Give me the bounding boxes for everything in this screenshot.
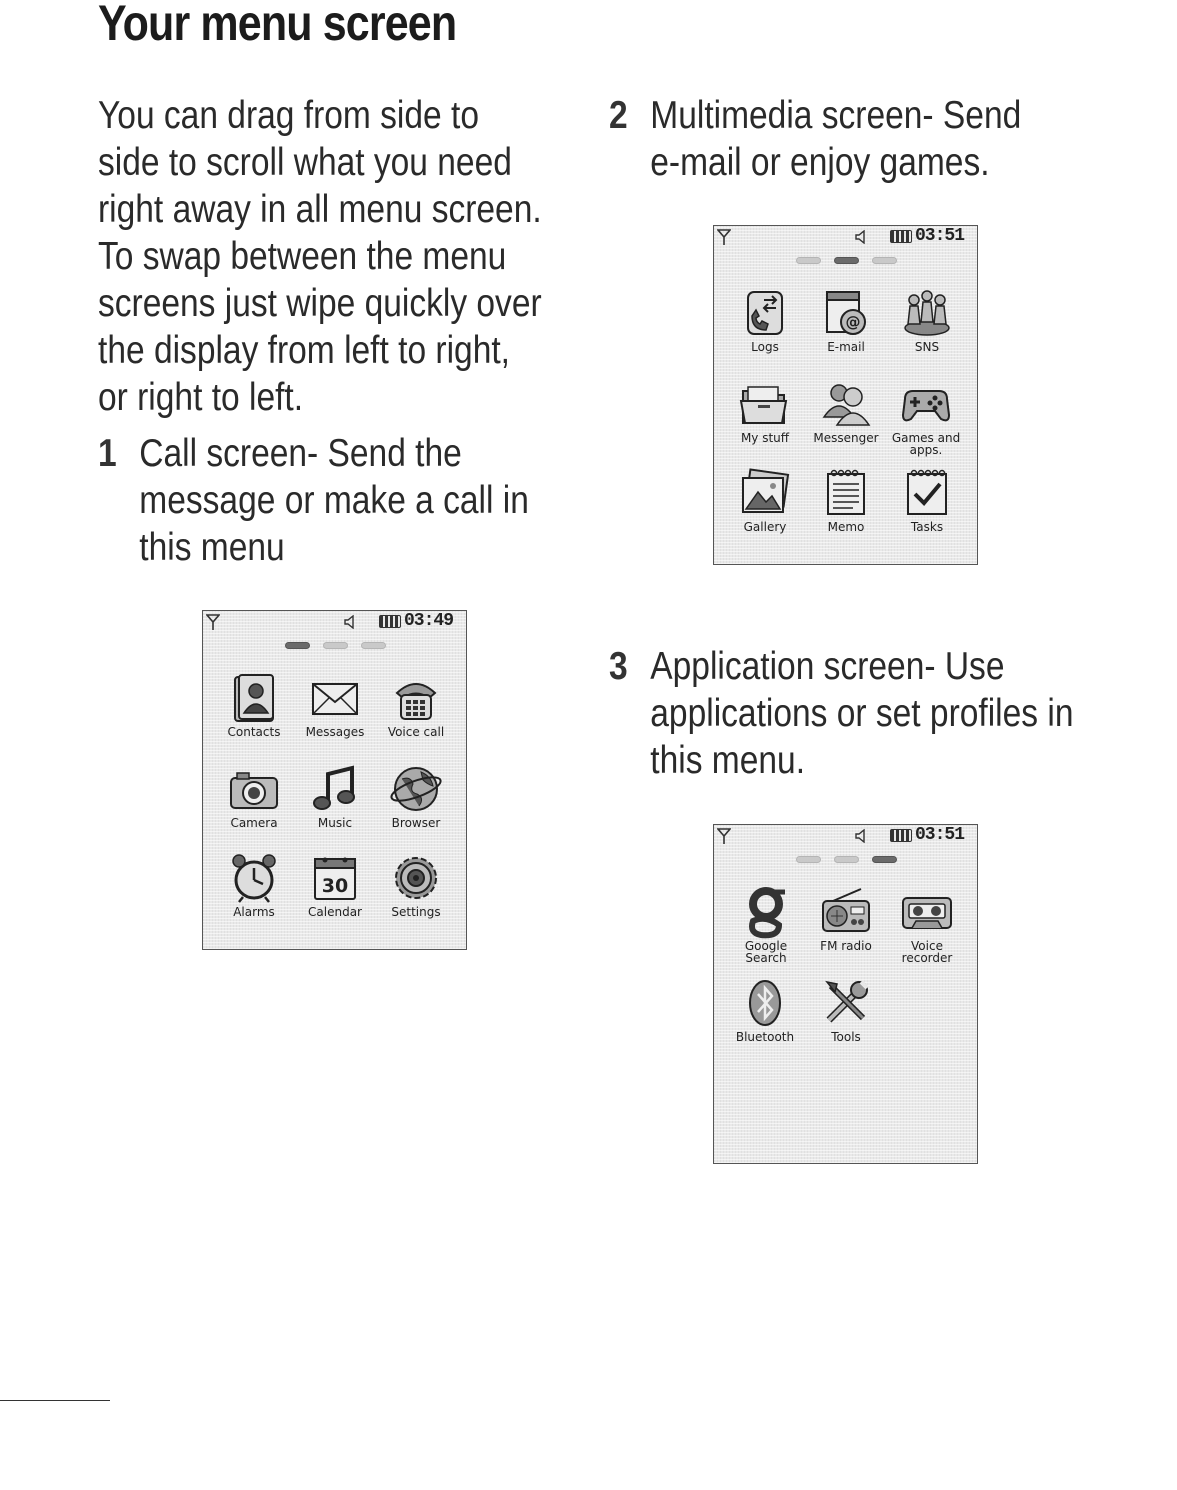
app-camera[interactable] <box>213 762 295 829</box>
page-dot-1 <box>285 642 310 649</box>
app-games-and-apps[interactable] <box>886 377 966 456</box>
item-number: 2 <box>609 94 628 137</box>
app-label: Memo <box>827 520 865 534</box>
page-dot-2 <box>323 642 348 649</box>
page-dot-2 <box>834 856 859 863</box>
app-fm-radio[interactable] <box>805 885 887 952</box>
signal-icon <box>717 229 731 245</box>
app-google-search[interactable] <box>724 885 808 964</box>
app-logs[interactable] <box>724 286 806 353</box>
page-dot-1 <box>796 257 821 264</box>
app-label: FM radio <box>820 939 872 953</box>
telephone-icon <box>389 671 443 725</box>
globe-icon <box>389 762 443 816</box>
app-my-stuff[interactable] <box>724 377 806 444</box>
item-text: Call screen- Send the message or make a call in this menu <box>139 432 529 569</box>
page-indicator <box>796 856 896 864</box>
gamepad-icon <box>899 377 953 431</box>
intro-paragraph: You can drag from side to side to scroll what you need right away in all menu screen. To swap between the menu screens just wipe quickly over the display from left to right, or right to left. <box>98 94 542 419</box>
app-label: Camera <box>230 816 278 830</box>
page-indicator <box>285 642 385 650</box>
page-dot-3 <box>872 257 897 264</box>
app-label: My stuff <box>740 431 790 445</box>
clock: 03:51 <box>915 226 965 246</box>
app-label: Games and apps. <box>891 431 961 457</box>
gear-icon <box>389 851 443 905</box>
page-title: Your menu screen <box>98 0 457 51</box>
app-gallery[interactable] <box>724 466 806 533</box>
item-text: Multimedia screen- Send e-mail or enjoy games. <box>650 94 1022 184</box>
clock: 03:51 <box>915 825 965 845</box>
app-label: SNS <box>914 340 940 354</box>
speaker-icon <box>854 230 868 244</box>
calendar-icon <box>308 851 362 905</box>
list-item-multimedia-screen <box>609 92 1056 186</box>
radio-icon <box>819 885 873 939</box>
alarm-clock-icon <box>227 851 281 905</box>
app-sns[interactable] <box>886 286 968 353</box>
item-text: Application screen- Use applications or set profiles in this menu. <box>650 645 1074 782</box>
page-dot-1 <box>796 856 821 863</box>
app-browser[interactable] <box>375 762 457 829</box>
app-label: Music <box>317 816 353 830</box>
app-label: Calendar <box>308 905 362 919</box>
app-alarms[interactable] <box>213 851 295 918</box>
battery-icon <box>379 615 401 628</box>
page-dot-3 <box>361 642 386 649</box>
page-dot-2 <box>834 257 859 264</box>
signal-icon <box>206 614 220 630</box>
speaker-icon <box>343 615 357 629</box>
battery-icon <box>890 230 912 243</box>
call-log-icon <box>738 286 792 340</box>
app-label: Google Search <box>744 939 788 965</box>
picture-icon <box>738 466 792 520</box>
clock: 03:49 <box>404 611 454 631</box>
list-item-application-screen <box>609 643 1099 784</box>
bluetooth-icon <box>738 976 792 1030</box>
contacts-icon <box>227 671 281 725</box>
app-messenger[interactable] <box>805 377 887 444</box>
envelope-icon <box>308 671 362 725</box>
speaker-icon <box>854 829 868 843</box>
tools-icon <box>819 976 873 1030</box>
calendar-day: 30 <box>321 875 349 897</box>
page-indicator <box>796 257 896 265</box>
app-label: Contacts <box>227 725 281 739</box>
folder-icon <box>738 377 792 431</box>
application-screen-screenshot <box>713 824 978 1164</box>
app-label: Voice call <box>387 725 445 739</box>
people-icon <box>900 286 954 340</box>
status-bar <box>203 611 466 635</box>
app-messages[interactable] <box>294 671 376 738</box>
list-item-call-screen <box>98 430 545 571</box>
item-number: 3 <box>609 645 628 688</box>
app-bluetooth[interactable] <box>724 976 806 1043</box>
music-note-icon <box>308 762 362 816</box>
battery-icon <box>890 829 912 842</box>
app-label: Messenger <box>813 431 879 445</box>
app-music[interactable] <box>294 762 376 829</box>
app-label: Bluetooth <box>735 1030 795 1044</box>
app-label: Tools <box>831 1030 861 1044</box>
app-label: Logs <box>751 340 779 354</box>
app-label: Alarms <box>233 905 275 919</box>
notepad-icon <box>819 466 873 520</box>
app-label: Voice recorder <box>901 939 953 965</box>
email-icon <box>819 286 873 340</box>
multimedia-screen-screenshot <box>713 225 978 565</box>
status-bar <box>714 226 977 250</box>
footer-rule <box>0 1400 110 1401</box>
app-memo[interactable] <box>805 466 887 533</box>
camera-icon <box>227 762 281 816</box>
signal-icon <box>717 828 731 844</box>
app-calendar[interactable] <box>294 851 376 918</box>
messenger-icon <box>819 377 873 431</box>
app-label: Settings <box>391 905 441 919</box>
app-tasks[interactable] <box>886 466 968 533</box>
app-label: Gallery <box>743 520 787 534</box>
app-contacts[interactable] <box>213 671 295 738</box>
google-g-icon <box>739 885 793 939</box>
app-label: Browser <box>391 816 441 830</box>
page-dot-3 <box>872 856 897 863</box>
app-label: E-mail <box>827 340 865 354</box>
status-bar <box>714 825 977 849</box>
app-label: Messages <box>305 725 365 739</box>
item-number: 1 <box>98 432 117 475</box>
cassette-icon <box>900 885 954 939</box>
app-tools[interactable] <box>805 976 887 1043</box>
checklist-icon <box>900 466 954 520</box>
app-settings[interactable] <box>375 851 457 918</box>
app-label: Tasks <box>910 520 944 534</box>
app-email[interactable] <box>805 286 887 353</box>
app-voice-recorder[interactable] <box>886 885 968 964</box>
app-voice-call[interactable] <box>375 671 457 738</box>
call-screen-screenshot <box>202 610 467 950</box>
